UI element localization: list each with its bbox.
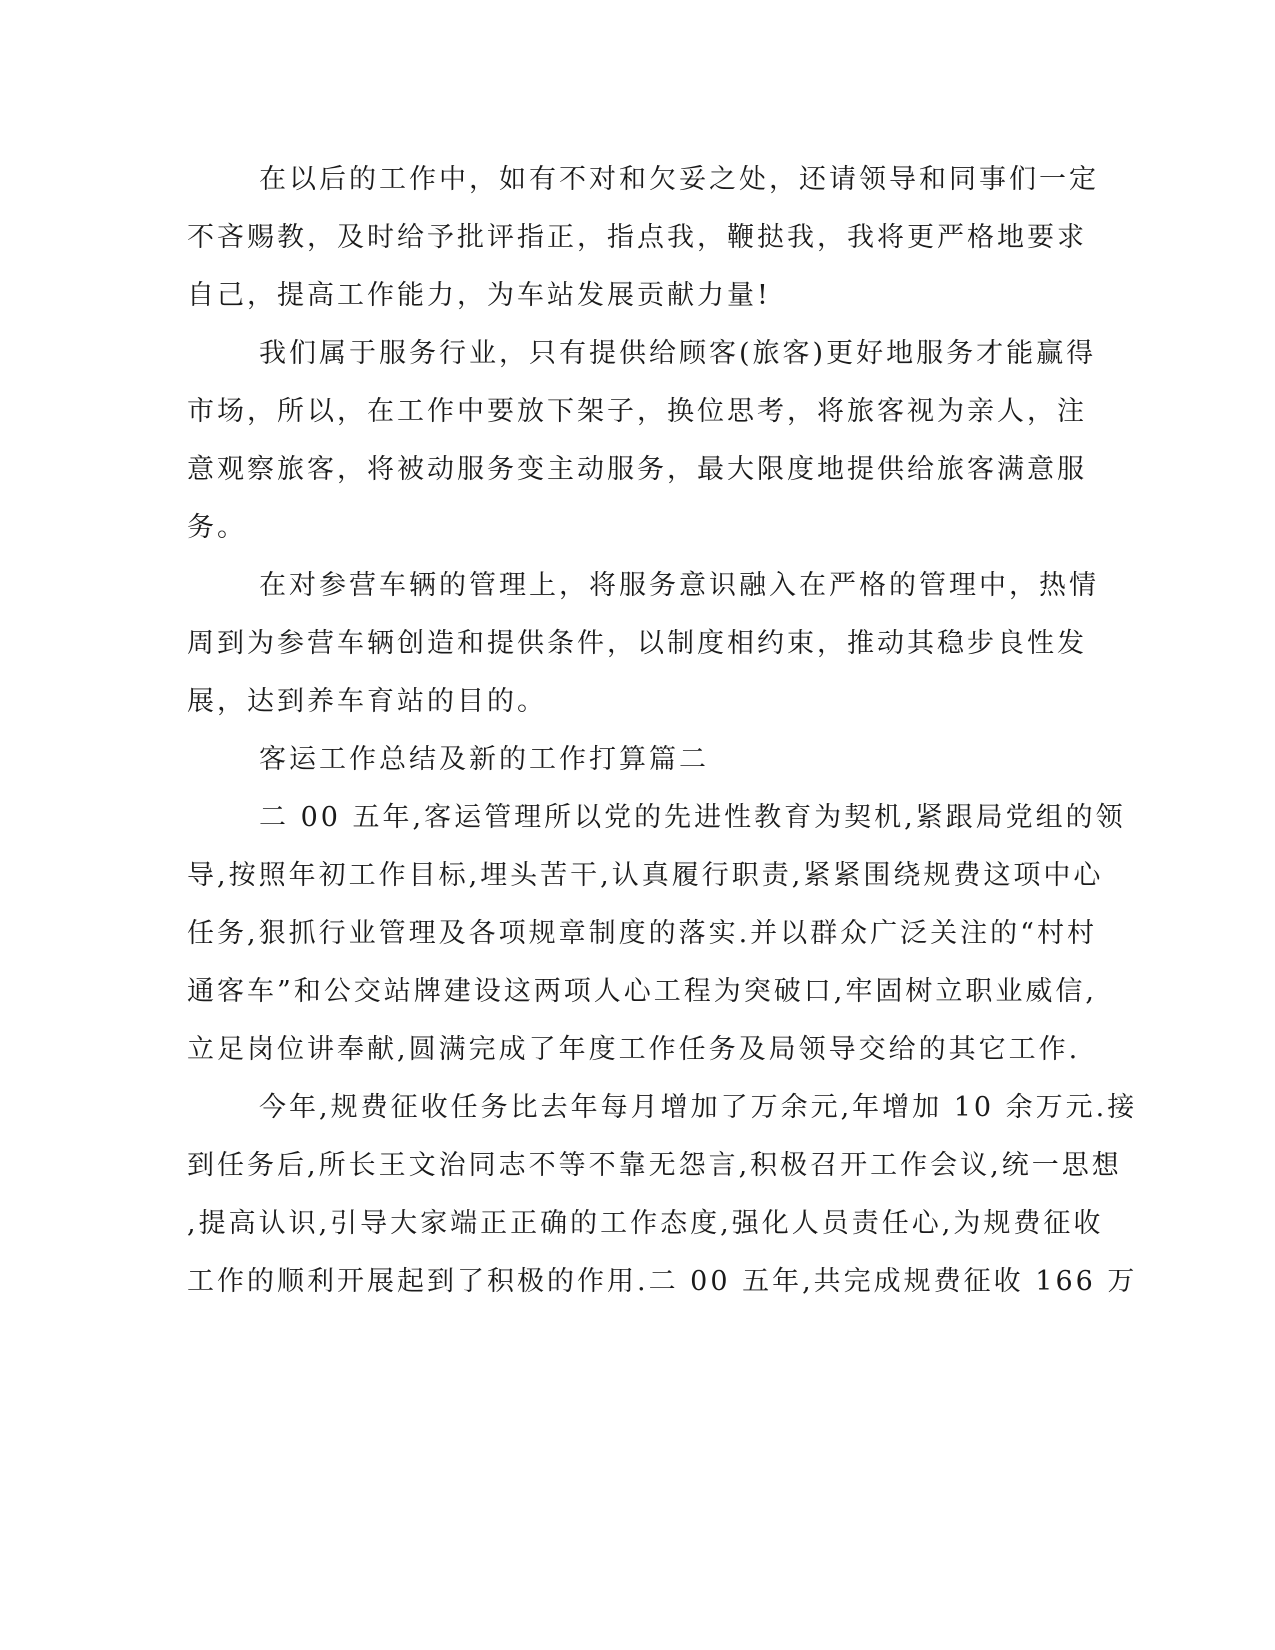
paragraph-line: 今年,规费征收任务比去年每月增加了万余元,年增加 10 余万元.接 bbox=[259, 1092, 1138, 1123]
paragraph-line: 工作的顺利开展起到了积极的作用.二 00 五年,共完成规费征收 166 万 bbox=[187, 1266, 1138, 1297]
paragraph-line: 市场，所以，在工作中要放下架子，换位思考，将旅客视为亲人，注 bbox=[187, 396, 1087, 427]
paragraph-line: 周到为参营车辆创造和提供条件，以制度相约束，推动其稳步良性发 bbox=[187, 628, 1087, 659]
paragraph-line: 在对参营车辆的管理上，将服务意识融入在严格的管理中，热情 bbox=[259, 570, 1099, 601]
paragraph-line: 任务,狠抓行业管理及各项规章制度的落实.并以群众广泛关注的“村村 bbox=[187, 918, 1097, 949]
paragraph-line: 在以后的工作中，如有不对和欠妥之处，还请领导和同事们一定 bbox=[259, 164, 1099, 195]
paragraph-line: ,提高认识,引导大家端正正确的工作态度,强化人员责任心,为规费征收 bbox=[187, 1208, 1104, 1239]
paragraph-line: 展，达到养车育站的目的。 bbox=[187, 686, 547, 717]
paragraph-line: 不吝赐教，及时给予批评指正，指点我，鞭挞我，我将更严格地要求 bbox=[187, 222, 1087, 253]
paragraph-line: 自己，提高工作能力，为车站发展贡献力量! bbox=[187, 280, 771, 311]
paragraph-line: 导,按照年初工作目标,埋头苦干,认真履行职责,紧紧围绕规费这项中心 bbox=[187, 860, 1104, 891]
section-heading: 客运工作总结及新的工作打算篇二 bbox=[259, 744, 709, 775]
paragraph-line: 立足岗位讲奉献,圆满完成了年度工作任务及局领导交给的其它工作. bbox=[187, 1034, 1081, 1065]
paragraph-line: 务。 bbox=[187, 512, 247, 543]
paragraph-line: 通客车”和公交站牌建设这两项人心工程为突破口,牢固树立职业威信, bbox=[187, 976, 1097, 1007]
paragraph-line: 意观察旅客，将被动服务变主动服务，最大限度地提供给旅客满意服 bbox=[187, 454, 1087, 485]
paragraph-line: 二 00 五年,客运管理所以党的先进性教育为契机,紧跟局党组的领 bbox=[259, 802, 1126, 833]
paragraph-line: 到任务后,所长王文治同志不等不靠无怨言,积极召开工作会议,统一思想 bbox=[187, 1150, 1122, 1181]
paragraph-line: 我们属于服务行业，只有提供给顾客(旅客)更好地服务才能赢得 bbox=[259, 338, 1097, 369]
